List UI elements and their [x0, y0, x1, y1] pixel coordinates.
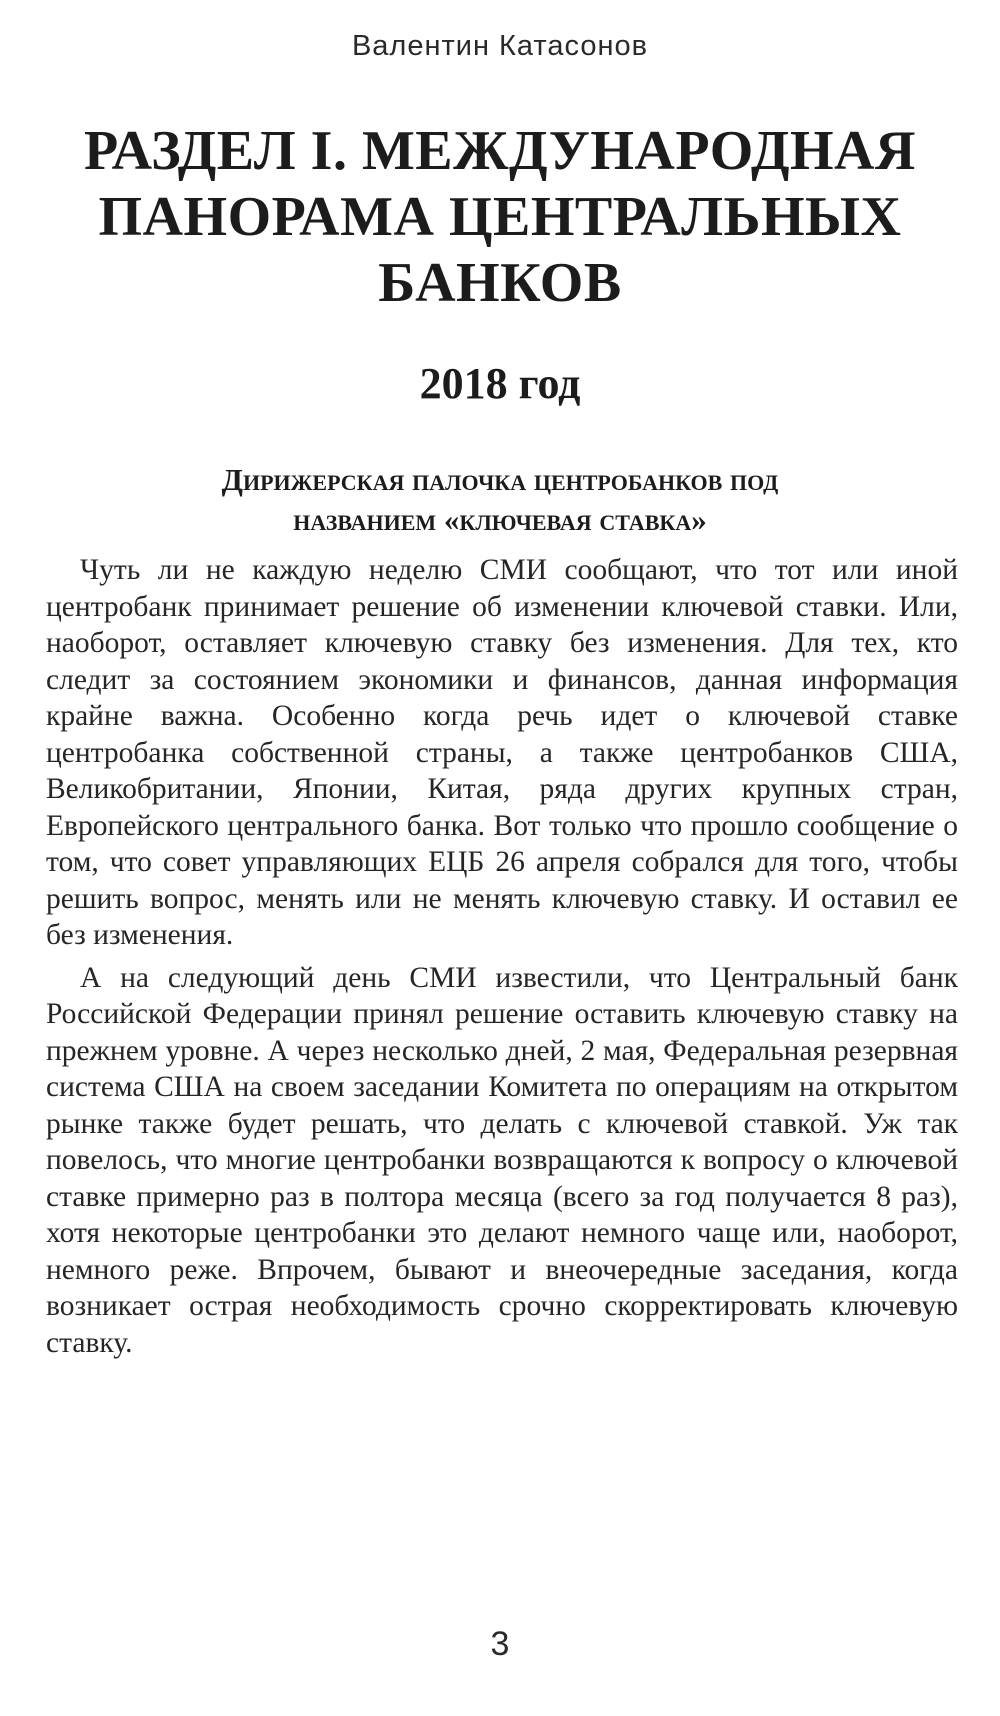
page-number: 3 [490, 1625, 510, 1663]
article-title-line-2: названием «ключевая ставка» [293, 502, 707, 537]
article-title [60, 460, 940, 540]
article-title-line-1: Дирижерская палочка центробанков под [221, 462, 779, 497]
paragraph: А на следующий день СМИ известили, что Центральный банк Российской Федерации принял решение оставить ключевую ставку на прежнем уровне. А через несколько дней, 2 мая, Федеральная резервная система США на своем заседании Комитета по операциям на открытом рынке также будет решать, что делать с ключевой ставкой. Уж так повелось, что многие центробанки возвращаются к вопросу о ключевой ставке примерно раз в полтора месяца (всего за год получается 8 раз), хотя некоторые центробанки это делают немного чаще или, наоборот, немного реже. Впрочем, бывают и внеочередные заседания, когда возникает острая необходимость срочно скорректировать ключевую ставку. [46, 961, 958, 1359]
section-title-line-1: РАЗДЕЛ I. МЕЖДУНАРОДНАЯ [84, 120, 916, 182]
running-head-author: Валентин Катасонов [351, 30, 649, 62]
year-heading: 2018 год [419, 359, 581, 408]
section-title-line-2: ПАНОРАМА ЦЕНТРАЛЬНЫХ [98, 186, 902, 248]
section-title-line-3: БАНКОВ [378, 252, 622, 314]
article-body [46, 552, 958, 1367]
paragraph: Чуть ли не каждую неделю СМИ сообщают, что тот или иной центробанк принимает решение об изменении ключевой ставки. Или, наоборот, оставляет ключевую ставку без изменения. Для тех, кто следит за состоянием экономики и финансов, данная информация крайне важна. Особенно когда речь идет о ключевой ставке центробанка собственной страны, а также центробанков США, Великобритании, Японии, Китая, ряда других крупных стран, Европейского центрального банка. Вот только что прошло сообщение о том, что совет управляющих ЕЦБ 26 апреля собрался для того, чтобы решить вопрос, менять или не менять ключевую ставку. И оставил ее без изменения. [46, 554, 958, 951]
section-title [40, 118, 960, 316]
